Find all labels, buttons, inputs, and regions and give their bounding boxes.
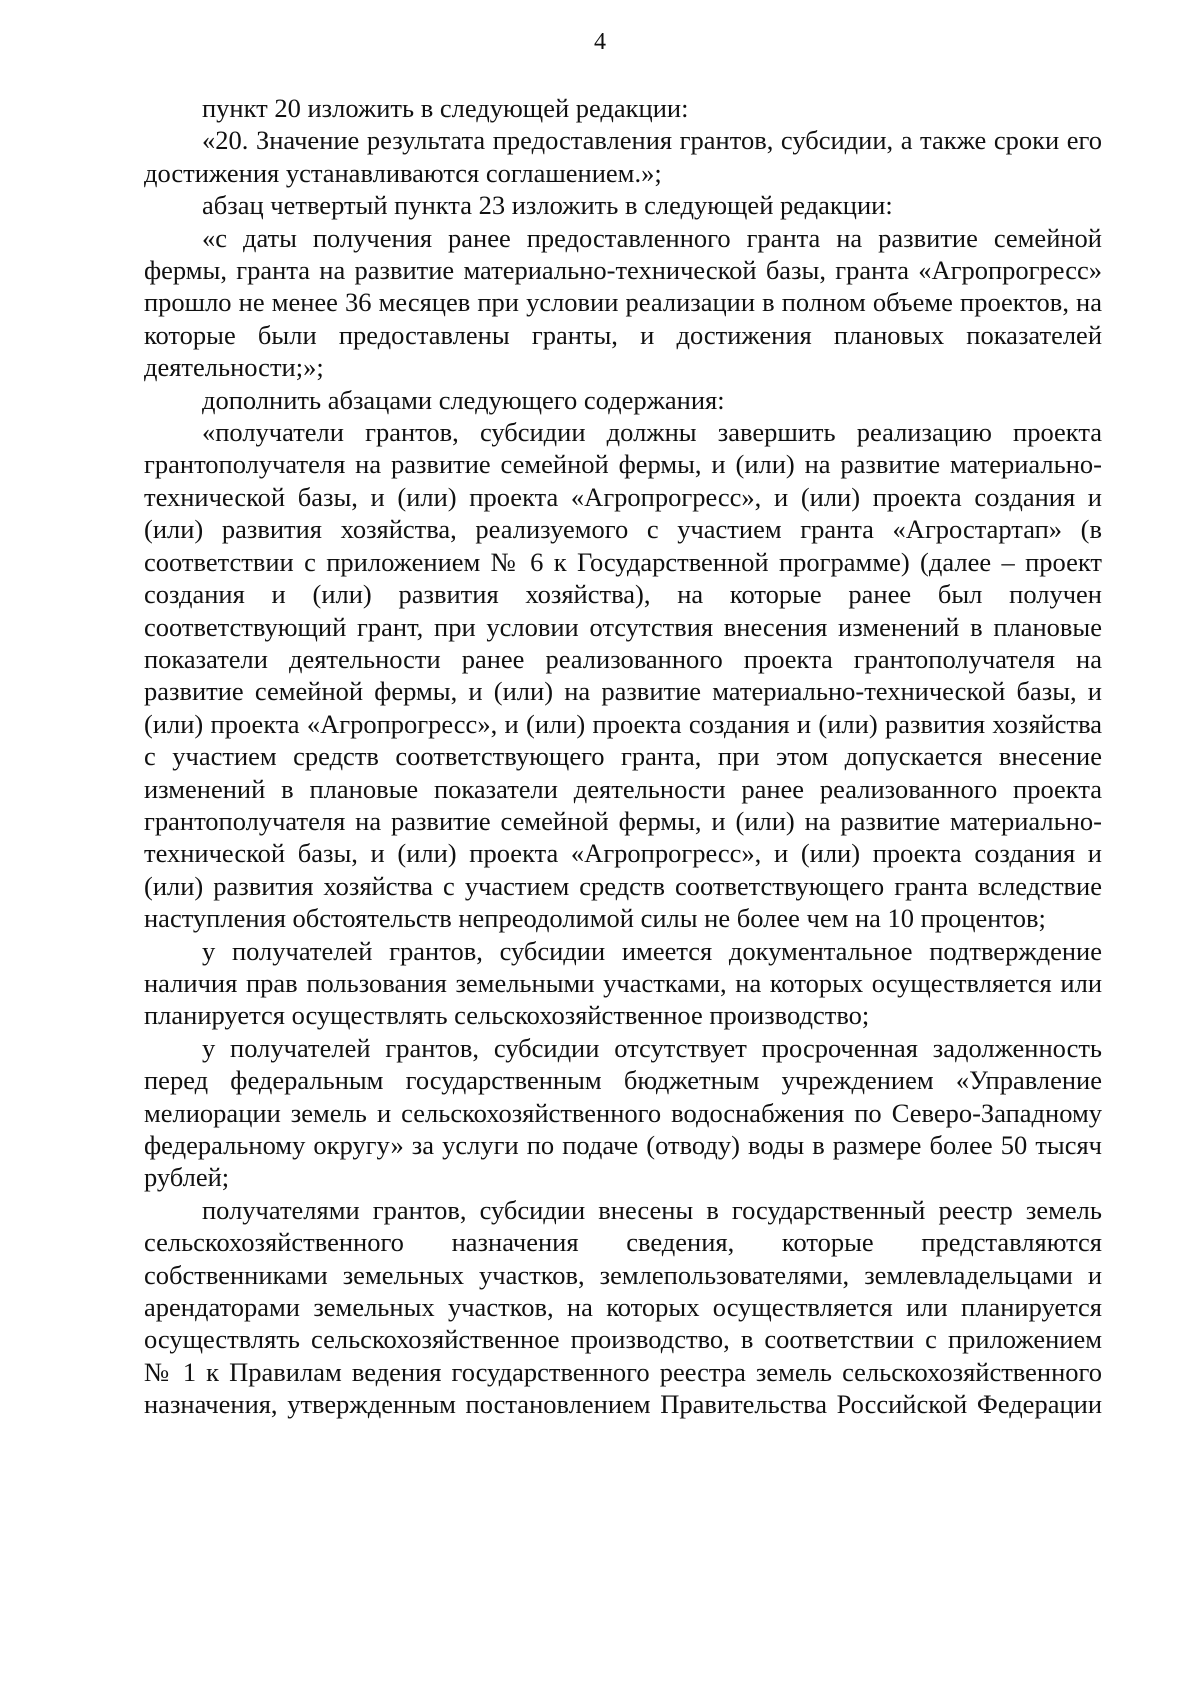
paragraph-4: «с даты получения ранее предоставленного гранта на развитие семейной фермы, гранта на развитие материально-технической базы, гранта «Агропрогресс» прошло не менее 36 месяцев при условии реализации в полном объеме проектов, на которые были предоставлены гранты, и достижения плановых показателей деятельности;»; <box>144 222 1102 383</box>
document-body <box>144 92 1102 1421</box>
paragraph-1: пункт 20 изложить в следующей редакции: <box>202 93 689 123</box>
paragraph-7: у получателей грантов, субсидии имеется документальное подтверждение наличия прав пользования земельными участками, на которых осуществляется или планируется осуществлять сельскохозяйственное производство; <box>144 935 1102 1031</box>
paragraph-3: абзац четвертый пункта 23 изложить в следующей редакции: <box>202 190 893 221</box>
paragraph-9: получателями грантов, субсидии внесены в государственный реестр земель сельскохозяйственного назначения сведения, которые представляются собственниками земельных участков, землепользователями, землевладельцами и арендаторами земельных участков, на которых осуществляется или планируется осуществлять сельскохозяйственное производство, в соответствии с приложением № 1 к Правилам ведения государственного реестра земель сельскохозяйственного назначения, утвержденным постановлением Правительства Российской Федерации <box>144 1194 1102 1420</box>
paragraph-8: у получателей грантов, субсидии отсутствует просроченная задолженность перед федеральным государственным бюджетным учреждением «Управление мелиорации земель и сельскохозяйственного водоснабжения по Северо-Западному федеральному округу» за услуги по подаче (отводу) воды в размере более 50 тысяч рублей; <box>144 1032 1102 1193</box>
page-number: 4 <box>594 29 606 55</box>
paragraph-6: «получатели грантов, субсидии должны завершить реализацию проекта грантополучателя на развитие семейной фермы, и (или) на развитие материально-технической базы, и (или) проекта «Агропрогресс», и (или) проекта создания и (или) развития хозяйства, реализуемого с участием гранта «Агростартап» (в соответствии с приложением № 6 к Государственной программе) (далее – проект создания и (или) развития хозяйства), на которые ранее был получен соответствующий грант, при условии отсутствия внесения изменений в плановые показатели деятельности ранее реализованного проекта грантополучателя на развитие семейной фермы, и (или) на развитие материально-технической базы, и (или) проекта «Агропрогресс», и (или) проекта создания и (или) развития хозяйства с участием средств соответствующего гранта, при этом допускается внесение изменений в плановые показатели деятельности ранее реализованного проекта грантополучателя на развитие семейной фермы, и (или) на развитие материально-технической базы, и (или) проекта «Агропрогресс», и (или) проекта создания и (или) развития хозяйства с участием средств соответствующего гранта вследствие наступления обстоятельств непреодолимой силы не более чем на 10 процентов; <box>144 417 1102 934</box>
paragraph-2: «20. Значение результата предоставления грантов, субсидии, а также сроки его достижения устанавливаются соглашением.»; <box>144 125 1102 188</box>
paragraph-5: дополнить абзацами следующего содержания: <box>202 384 725 415</box>
